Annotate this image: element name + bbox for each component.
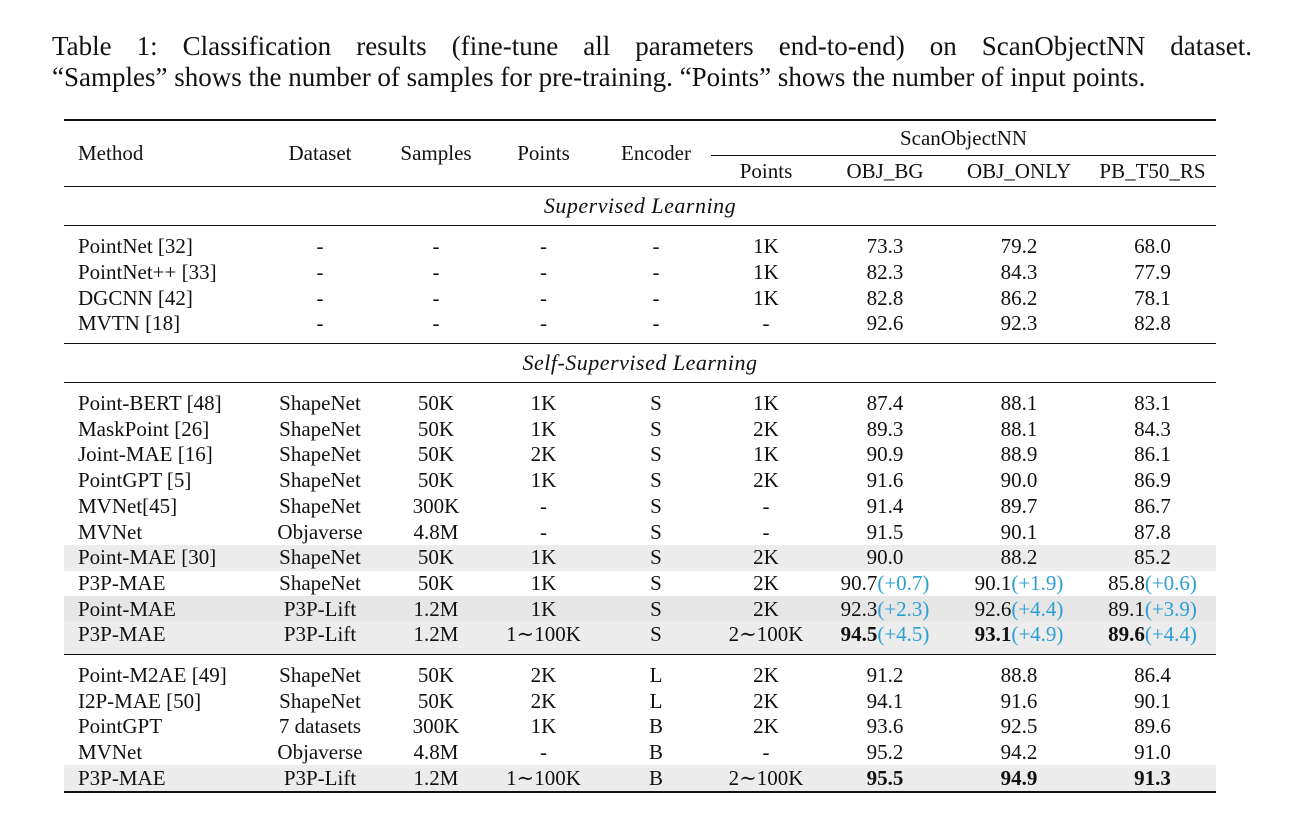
cell: 300K [412,714,460,739]
cell: ShapeNet [279,442,361,467]
cell: 88.1 [1000,416,1038,441]
gain: (+3.9) [1144,596,1197,621]
cell: B [601,765,711,792]
header-row-1 [64,120,1216,156]
gain: (+4.4) [1011,596,1064,621]
cell-method: Joint-MAE [16] [78,442,213,467]
cell: 88.1 [1000,391,1038,416]
cell: 50K [386,654,486,688]
cell: 1K [530,468,557,493]
cell: L [649,688,663,713]
cell: - [540,285,547,310]
cell: 1K [753,391,779,416]
cell: ShapeNet [279,468,361,493]
cell: 2K [753,688,779,713]
cell: 92.3 [1000,311,1038,336]
cell: 83.1 [1134,391,1171,416]
cell: 2∼100K [711,622,821,654]
cell: 1K [753,234,779,259]
cell: 2K [486,654,601,688]
cell: - [762,519,770,544]
cell: 89.3 [866,416,904,441]
cell: 86.2 [1000,285,1038,310]
gain: (+0.6) [1144,570,1197,595]
cell: - [540,493,547,518]
cell: P3P-Lift [254,765,386,792]
cell: 2K [753,570,779,595]
cell: 88.9 [1000,442,1038,467]
cell-method: MVNet [78,519,143,544]
cell: 90.1 [1134,688,1171,713]
table-row [64,688,1216,714]
cell: 91.2 [821,654,949,688]
cell: B [648,714,663,739]
col-group-scanobjectnn: ScanObjectNN [711,120,1216,156]
col-obj-bg: OBJ_BG [846,158,924,183]
value-best: 94.5 [840,622,878,647]
cell: ShapeNet [279,416,361,441]
cell: 50K [417,688,455,713]
gain: (+4.4) [1144,622,1197,647]
table-row [64,571,1216,597]
cell: 82.8 [866,285,904,310]
cell: - [652,260,660,285]
cell-method: Point-MAE [30] [64,545,254,571]
cell: 82.3 [866,260,904,285]
cell: ShapeNet [279,391,361,416]
cell: 1K [530,391,557,416]
cell: S [650,519,662,544]
cell [821,571,949,597]
cell [1089,571,1216,597]
table-caption [52,31,1252,93]
cell: 87.8 [1134,519,1171,544]
cell: 90.1 [1000,519,1038,544]
cell: 88.2 [949,545,1089,571]
cell: - [762,740,770,765]
cell: 2K [530,442,557,467]
col-sub-points: Points [739,158,793,183]
caption-line-1: Table 1: Classification results (fine-tune all parameters end-to-end) on ScanObjectNN dataset. [52,31,1252,61]
cell [949,596,1089,622]
cell-method: MVNet[45] [78,493,178,518]
col-points: Points [486,120,601,187]
cell: 86.1 [1134,442,1171,467]
table-row [64,654,1216,688]
section-label: Self-Supervised Learning [64,343,1216,382]
cell: 2K [753,468,779,493]
cell: 2K [753,416,779,441]
cell: 1∼100K [486,622,601,654]
cell: 2K [711,545,821,571]
cell: S [601,545,711,571]
cell: - [432,285,440,310]
gain: (+1.9) [1011,570,1064,595]
cell [1089,622,1216,654]
cell: P3P-Lift [254,622,386,654]
table-row [64,416,1216,442]
table-row [64,260,1216,286]
cell: 1K [530,570,557,595]
cell: 1K [753,260,779,285]
cell: - [540,740,547,765]
cell: 50K [417,442,455,467]
cell: 84.3 [1134,416,1171,441]
cell: 78.1 [1134,285,1171,310]
cell-method: PointGPT [78,714,163,739]
cell: S [650,391,662,416]
cell: 1K [753,442,779,467]
cell: Objaverse [277,740,363,765]
cell: 77.9 [1134,260,1171,285]
cell: 86.7 [1134,493,1171,518]
cell: S [650,416,662,441]
cell: 68.0 [1134,234,1171,259]
cell: 86.9 [1134,468,1171,493]
section-self-supervised [64,343,1216,382]
cell: 1.2M [386,622,486,654]
cell: - [540,311,547,336]
cell: 50K [417,416,455,441]
cell: 2K [753,714,779,739]
cell-best: 94.9 [949,765,1089,792]
cell: 1K [753,285,779,310]
cell: 94.2 [1000,740,1038,765]
cell: ShapeNet [279,570,361,595]
cell-method: Point-BERT [48] [78,391,222,416]
gain: (+4.9) [1011,622,1064,647]
cell: 89.7 [1000,493,1038,518]
cell: 88.8 [949,654,1089,688]
cell: 90.0 [821,545,949,571]
cell: 91.0 [1134,740,1171,765]
cell: - [432,234,440,259]
gain: (+2.3) [877,596,930,621]
results-table [64,119,1216,793]
cell [949,571,1089,597]
cell: 86.4 [1089,654,1216,688]
cell: 89.6 [1134,714,1171,739]
cell-best: 91.3 [1089,765,1216,792]
table-row [64,226,1216,260]
cell-method: I2P-MAE [50] [78,688,202,713]
value: 90.1 [974,570,1012,595]
cell: - [432,260,440,285]
cell-method: P3P-MAE [64,622,254,654]
cell: 4.8M [413,740,459,765]
cell: 91.6 [866,468,904,493]
cell: - [652,311,660,336]
cell-method: Point-MAE [64,596,254,622]
cell: - [652,234,660,259]
cell: 84.3 [1000,260,1038,285]
cell-method: Point-M2AE [49] [64,654,254,688]
cell: S [650,493,662,518]
col-obj-only: OBJ_ONLY [966,158,1072,183]
cell: - [540,234,547,259]
table-row-highlighted [64,596,1216,622]
cell: ShapeNet [279,493,361,518]
cell: ShapeNet [254,545,386,571]
cell-method: MVTN [18] [78,311,181,336]
table-row-highlighted [64,545,1216,571]
value: 92.3 [840,596,878,621]
table-row-highlighted [64,622,1216,654]
cell: 87.4 [866,391,904,416]
table-row [64,442,1216,468]
cell: L [601,654,711,688]
cell-method: P3P-MAE [64,765,254,792]
section-supervised [64,187,1216,226]
value: 85.8 [1108,570,1145,595]
col-method: Method [64,120,254,187]
cell [949,622,1089,654]
cell-method: P3P-MAE [78,570,166,595]
cell-method: MVNet [78,740,143,765]
cell: 1K [530,416,557,441]
cell: 300K [412,493,460,518]
cell: 50K [417,391,455,416]
cell: S [650,570,662,595]
cell: ShapeNet [279,688,361,713]
table-row [64,494,1216,520]
value: 92.6 [974,596,1012,621]
table-row [64,311,1216,343]
cell: Objaverse [277,519,363,544]
cell: 1∼100K [486,765,601,792]
cell: 1.2M [386,765,486,792]
col-pb-t50-rs: PB_T50_RS [1099,158,1206,183]
cell: 91.5 [866,519,904,544]
table-row [64,740,1216,766]
cell: - [762,311,770,336]
cell: 91.4 [866,493,904,518]
cell: 1K [486,596,601,622]
cell: S [601,596,711,622]
value-best: 89.6 [1108,622,1145,647]
cell: 95.2 [866,740,904,765]
cell: 93.6 [866,714,904,739]
cell: 92.6 [866,311,904,336]
cell: 82.8 [1134,311,1171,336]
cell: - [762,493,770,518]
cell: 90.0 [1000,468,1038,493]
cell: S [601,622,711,654]
gain: (+4.5) [877,622,930,647]
cell: 92.5 [1000,714,1038,739]
cell: B [648,740,663,765]
caption-line-2: “Samples” shows the number of samples for pre-training. “Points” shows the number of input points. [52,62,1146,92]
table-row [64,468,1216,494]
cell: 79.2 [1000,234,1038,259]
cell: - [316,285,324,310]
cell: 1.2M [386,596,486,622]
value-best: 93.1 [974,622,1012,647]
cell: - [316,234,324,259]
gain: (+0.7) [877,570,930,595]
cell: 4.8M [413,519,459,544]
cell-best: 95.5 [821,765,949,792]
table-row [64,519,1216,545]
cell: 50K [386,545,486,571]
cell: ShapeNet [254,654,386,688]
table-row [64,714,1216,740]
value: 90.7 [840,570,878,595]
col-samples: Samples [386,120,486,187]
table-row [64,285,1216,311]
cell [821,622,949,654]
cell: - [432,311,440,336]
cell: - [652,285,660,310]
table-row-highlighted [64,765,1216,792]
cell: 50K [417,468,455,493]
cell: 1K [530,714,557,739]
cell: 73.3 [866,234,904,259]
cell-method: PointGPT [5] [78,468,192,493]
cell: 2K [711,654,821,688]
cell-method: DGCNN [42] [78,285,193,310]
cell: - [316,260,324,285]
cell: 2K [530,688,557,713]
cell: 7 datasets [278,714,362,739]
section-label: Supervised Learning [64,187,1216,226]
cell: - [540,519,547,544]
cell: 85.2 [1089,545,1216,571]
cell: 2K [711,596,821,622]
cell [1089,596,1216,622]
cell: S [650,442,662,467]
cell-method: PointNet [32] [78,234,193,259]
cell: P3P-Lift [254,596,386,622]
cell: - [540,260,547,285]
cell: 91.6 [1000,688,1038,713]
col-dataset: Dataset [254,120,386,187]
cell: 1K [486,545,601,571]
cell: 94.1 [866,688,904,713]
cell: 90.9 [866,442,904,467]
cell [821,596,949,622]
cell-method: MaskPoint [26] [78,416,210,441]
cell-method: PointNet++ [33] [78,260,217,285]
cell: 2∼100K [711,765,821,792]
value: 89.1 [1108,596,1145,621]
cell: 50K [417,570,455,595]
cell: - [316,311,324,336]
results-table-wrap [64,119,1216,793]
col-encoder: Encoder [601,120,711,187]
table-row [64,382,1216,416]
cell: S [650,468,662,493]
